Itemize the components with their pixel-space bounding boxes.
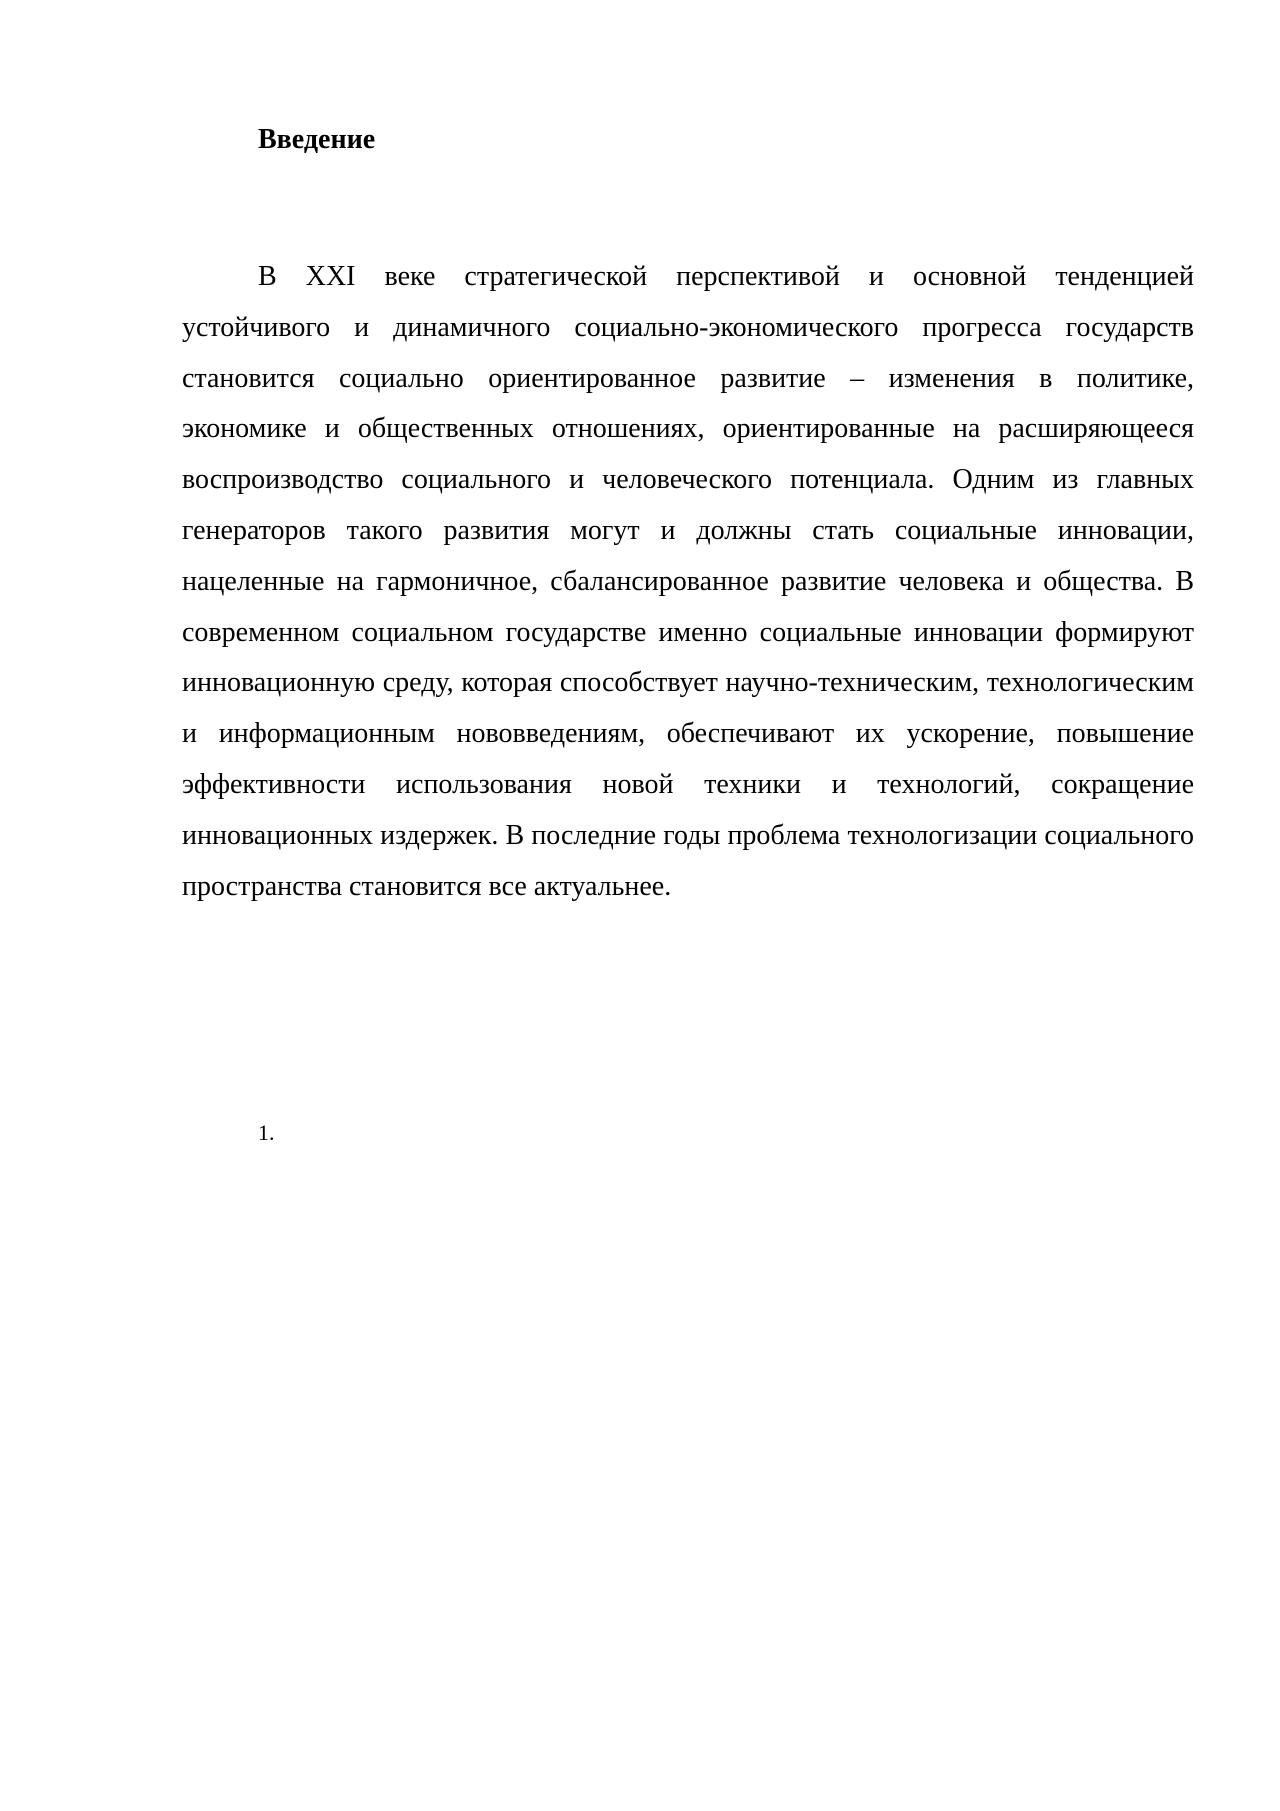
- intro-paragraph: В XXI веке стратегической перспективой и основной тенденцией устойчивого и динамичного социально-экономического прогресса государств становится социально ориентированное развитие – изменения в политике, экономике и общественных отношениях, ориентированные на расширяющееся воспроизводство социального и человеческого потенциала. Одним из главных генераторов такого развития могут и должны стать социальные инновации, нацеленные на гармоничное, сбалансированное развитие человека и общества. В современном социальном государстве именно социальные инновации формируют инновационную среду, которая способствует научно-техническим, технологическим и информационным нововведениям, обеспечивают их ускорение, повышение эффективности использования новой техники и технологий, сокращение инновационных издержек. В последние годы проблема технологизации социального пространства становится все актуальнее.: [182, 261, 1194, 902]
- list-item-number: 1.: [258, 1120, 275, 1145]
- section-heading: Введение: [258, 124, 376, 155]
